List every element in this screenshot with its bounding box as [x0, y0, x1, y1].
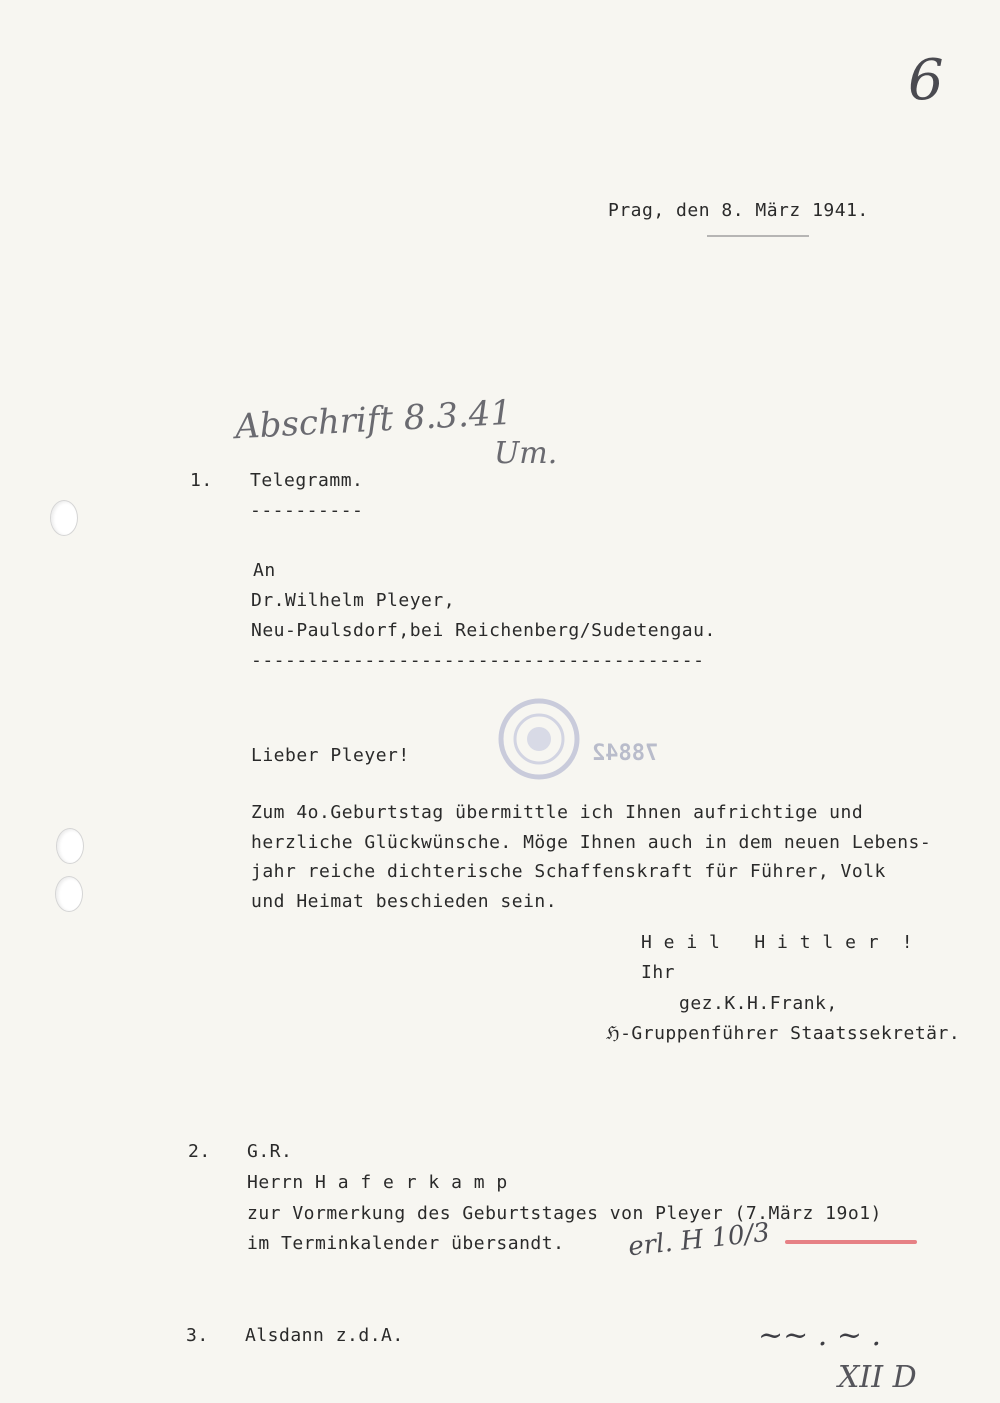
punch-hole-bottom [55, 876, 83, 912]
signature: gez.K.H.Frank, [679, 993, 838, 1014]
item3-text: Alsdann z.d.A. [245, 1325, 404, 1346]
handwritten-note: Abschrift 8.3.41 [234, 392, 513, 448]
item2-line-4: im Terminkalender übersandt. [247, 1233, 565, 1254]
item1-title-underline: ---------- [250, 500, 364, 521]
body-line-2: herzliche Glückwünsche. Möge Ihnen auch in dem neuen Lebens- [251, 832, 932, 853]
item2-number: 2. [188, 1141, 211, 1162]
seal-stamp [497, 697, 581, 781]
addressee-underline: ---------------------------------------- [251, 650, 705, 671]
punch-hole-top [50, 500, 78, 536]
salutation: Lieber Pleyer! [251, 745, 410, 766]
stamp-number: 78842 [592, 741, 659, 766]
item2-line-1: G.R. [247, 1141, 293, 1162]
closing-ihr: Ihr [641, 962, 676, 983]
addressee-name: Dr.Wilhelm Pleyer, [251, 590, 456, 611]
item3-handwritten-code: XII D [838, 1360, 917, 1395]
red-pencil-underline [785, 1240, 917, 1244]
date-line: Prag, den 8. März 1941. [608, 200, 869, 221]
body-line-1: Zum 4o.Geburtstag übermittle ich Ihnen aufrichtige und [251, 802, 864, 823]
body-line-3: jahr reiche dichterische Schaffenskraft für Führer, Volk [251, 861, 886, 882]
handwritten-initial: Um. [494, 436, 558, 471]
rank-title: ℌ-Gruppenführer Staatssekretär. [606, 1023, 961, 1044]
date-underline [707, 235, 809, 237]
page-number-mark: 6 [908, 48, 944, 113]
closing-heil: H e i l H i t l e r ! [641, 932, 914, 953]
addressee-prefix: An [253, 560, 276, 581]
item2-line-2: Herrn H a f e r k a m p [247, 1172, 508, 1193]
item2-handwritten-mark: erl. H 10/3 [626, 1217, 772, 1263]
item1-title: Telegramm. [250, 470, 364, 491]
item3-handwritten-sign: ~~ . ~ . [758, 1318, 882, 1353]
item3-number-label: 3. [186, 1325, 209, 1346]
addressee-address: Neu-Paulsdorf,bei Reichenberg/Sudetengau. [251, 620, 716, 641]
punch-hole-middle [56, 828, 84, 864]
body-line-4: und Heimat beschieden sein. [251, 891, 558, 912]
item1-number: 1. [190, 470, 213, 491]
item2-line-3: zur Vormerkung des Geburtstages von Pleyer (7.März 19o1) [247, 1203, 882, 1224]
